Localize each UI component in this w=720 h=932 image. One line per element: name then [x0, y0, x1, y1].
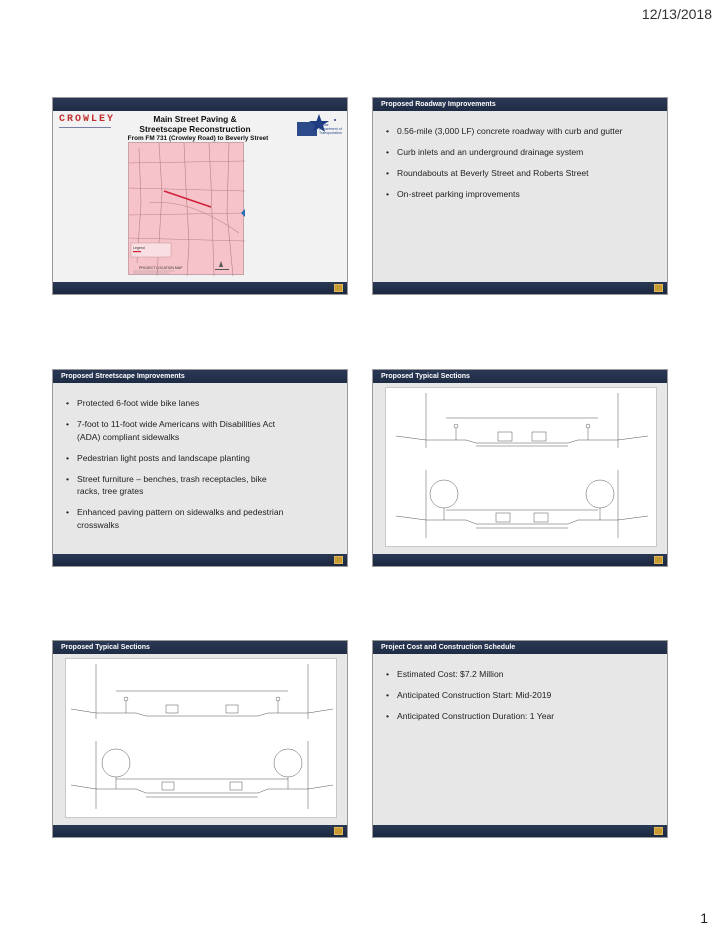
slide-footer-bar — [53, 554, 347, 566]
slide-footer-bar — [53, 825, 347, 837]
cost-schedule-bullet-list — [373, 654, 667, 723]
slide-header-title: Proposed Streetscape Improvements — [53, 370, 347, 383]
slide-footer-bar — [373, 282, 667, 294]
slide-header-title: Proposed Typical Sections — [373, 370, 667, 383]
list-item: • Pedestrian light posts and landscape planting — [66, 452, 250, 463]
slide-typical-sections-1 — [372, 369, 668, 567]
list-item: • Anticipated Construction Duration: 1 Year — [386, 711, 555, 721]
slide-header-title: Proposed Roadway Improvements — [373, 98, 667, 111]
footer-logo-icon — [654, 556, 663, 564]
footer-logo-icon — [334, 284, 343, 292]
page-number: 1 — [700, 910, 708, 926]
txdot-logo — [297, 114, 343, 140]
list-item: • 0.56-mile (3,000 LF) concrete roadway with curb and gutter — [386, 126, 623, 136]
list-item: • Roundabouts at Beverly Street and Roberts Street — [386, 168, 589, 178]
handout-date: 12/13/2018 — [641, 6, 712, 22]
slide-roadway-improvements — [372, 97, 668, 295]
slide-header-title: Proposed Typical Sections — [53, 641, 347, 654]
slide-title-heading: Main Street Paving & Streetscape Reconstruction — [139, 114, 251, 134]
roadway-bullet-list — [373, 111, 667, 201]
slide-title-subtitle: From FM 731 (Crowley Road) to Beverly Street — [127, 135, 269, 142]
crowley-logo: CROWLEY — [59, 114, 116, 125]
footer-logo-icon — [654, 827, 663, 835]
map-legend: Legend — [133, 246, 145, 250]
list-item: • On-street parking improvements — [386, 189, 520, 199]
list-item: • Enhanced paving pattern on sidewalks and pedestrian crosswalks — [66, 507, 284, 530]
slide-header-bar — [53, 98, 347, 111]
crowley-logo-underline — [59, 127, 111, 128]
footer-logo-icon — [334, 827, 343, 835]
txdot-logo-text: Texas Department of Transportation — [319, 123, 343, 135]
typical-section-drawing — [385, 387, 657, 547]
slide-header-title: Project Cost and Construction Schedule — [373, 641, 667, 654]
slide-cost-schedule — [372, 640, 668, 838]
slide-footer-bar — [53, 282, 347, 294]
list-item: • Protected 6-foot wide bike lanes — [66, 398, 200, 408]
slide-typical-sections-2 — [52, 640, 348, 838]
list-item: • Estimated Cost: $7.2 Million — [386, 669, 504, 679]
list-item: • 7-foot to 11-foot wide Americans with Disabilities Act (ADA) compliant sidewalks — [66, 419, 276, 442]
streetscape-bullet-list — [53, 383, 347, 531]
footer-logo-icon — [654, 284, 663, 292]
list-item: • Anticipated Construction Start: Mid-2019 — [386, 690, 552, 700]
list-item: • Street furniture – benches, trash receptacles, bike racks, tree grates — [66, 473, 267, 496]
slide-streetscape-improvements — [52, 369, 348, 567]
map-caption: PROJECT LOCATION MAP — [139, 266, 183, 270]
footer-logo-icon — [334, 556, 343, 564]
slide-footer-bar — [373, 554, 667, 566]
list-item: • Curb inlets and an underground drainage system — [386, 147, 584, 157]
slide-footer-bar — [373, 825, 667, 837]
project-location-map — [128, 142, 244, 275]
slide-title — [52, 97, 348, 295]
typical-section-drawing — [65, 658, 337, 818]
